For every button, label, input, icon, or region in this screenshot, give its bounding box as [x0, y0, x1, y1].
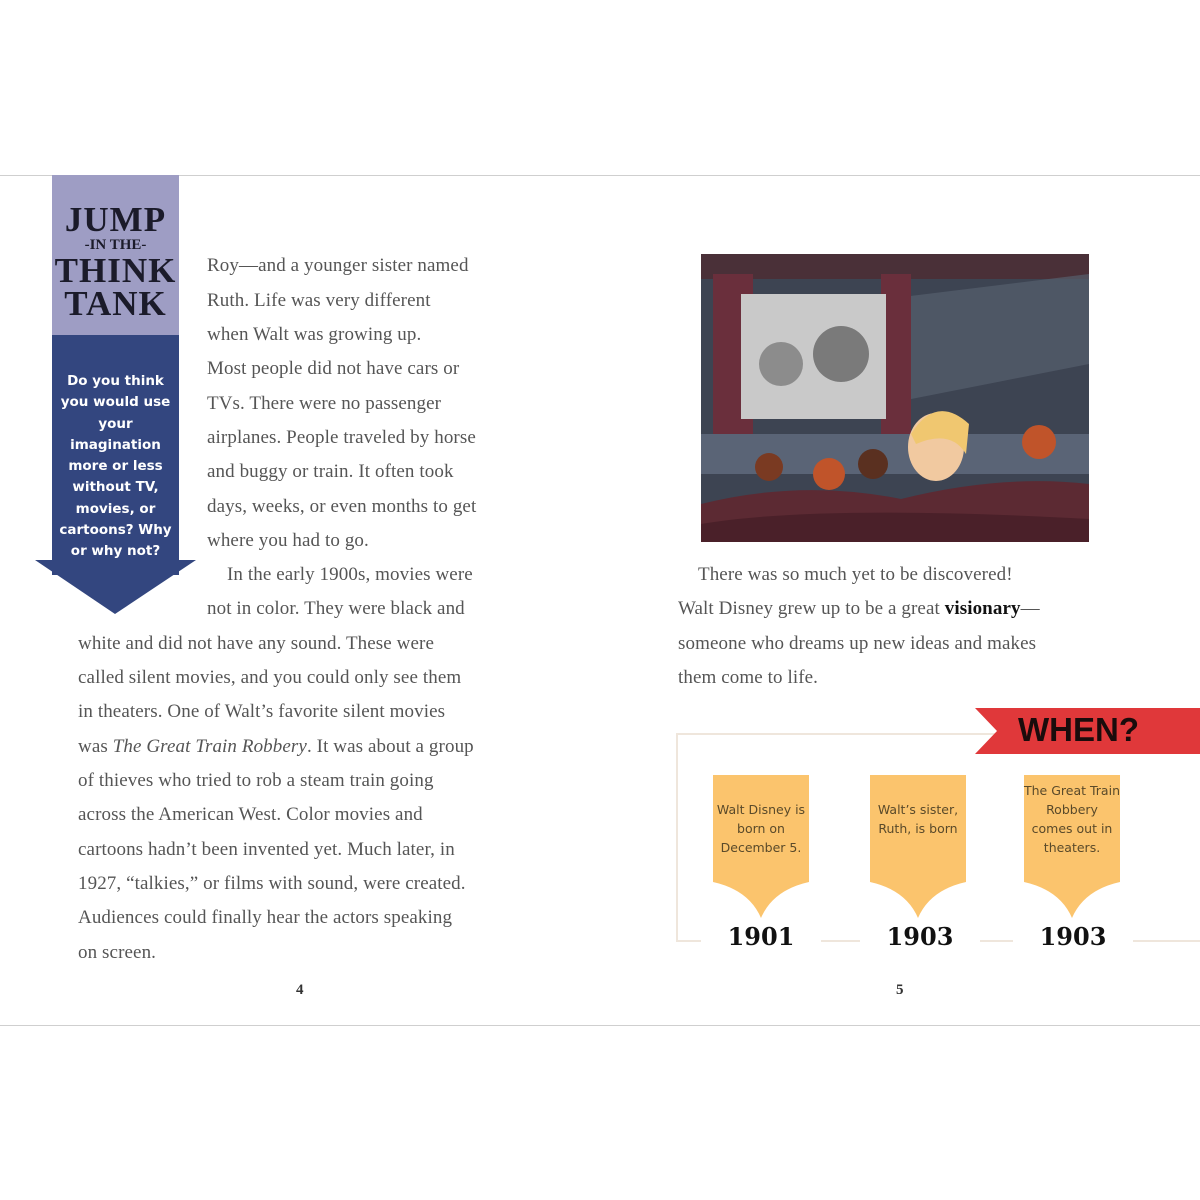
- timeline-event: [713, 775, 809, 920]
- text-line: 1927, “talkies,” or films with sound, were created.: [78, 873, 466, 894]
- text-line: Audiences could finally hear the actors speaking: [78, 907, 453, 928]
- text-line: on screen.: [78, 942, 157, 963]
- event-text: Walt Disney is born on December 5.: [716, 802, 806, 855]
- movie-title: The Great Train Robbery: [112, 736, 307, 757]
- text-line: called silent movies, and you could only see them: [78, 667, 462, 688]
- event-text: Walt’s sister, Ruth, is born: [877, 802, 959, 836]
- event-year: 1901: [701, 922, 821, 951]
- text-line: days, weeks, or even months to get: [207, 496, 477, 517]
- text-line: There was so much yet to be discovered!: [698, 564, 1013, 585]
- down-arrow-icon: [35, 560, 196, 615]
- movie-theater-illustration: [701, 254, 1089, 542]
- text-line: them come to life.: [678, 667, 819, 688]
- page-number: 5: [896, 982, 904, 998]
- vocabulary-word: visionary: [944, 598, 1021, 619]
- text-line: cartoons hadn’t been invented yet. Much later, in: [78, 839, 455, 860]
- heading-line: TANK: [64, 284, 167, 323]
- question-text: Do you think you would use your imagination more or less without TV, movies, or cartoons? Why or why not?: [59, 373, 172, 560]
- text-line: TVs. There were no passenger: [207, 393, 442, 414]
- think-tank-heading: [52, 175, 179, 335]
- text-line: not in color. They were black and: [207, 598, 465, 619]
- text-span: . It was about a group: [306, 736, 474, 757]
- timeline-event: [870, 775, 966, 920]
- text-line: [78, 736, 474, 758]
- think-tank-question: [52, 335, 179, 575]
- text-line: someone who dreams up new ideas and makes: [678, 633, 1037, 654]
- text-line: across the American West. Color movies and: [78, 804, 423, 825]
- heading-line: JUMP: [64, 200, 167, 239]
- heading-line: THINK: [54, 251, 177, 290]
- text-line: Most people did not have cars or: [207, 358, 460, 379]
- event-text: The Great Train Robbery comes out in theaters.: [1024, 783, 1120, 855]
- text-line: white and did not have any sound. These were: [78, 633, 434, 654]
- text-line: Roy—and a younger sister named: [207, 255, 469, 276]
- text-span: Walt Disney grew up to be a great: [678, 598, 945, 619]
- text-line: in theaters. One of Walt’s favorite silent movies: [78, 701, 446, 722]
- page-number: 4: [296, 982, 304, 998]
- timeline-event: [1024, 775, 1120, 920]
- text-line: [678, 598, 1040, 620]
- event-tag-shape: [870, 775, 966, 920]
- text-line: when Walt was growing up.: [207, 324, 422, 345]
- text-line: of thieves who tried to rob a steam train going: [78, 770, 434, 791]
- text-line: and buggy or train. It often took: [207, 461, 454, 482]
- text-line: In the early 1900s, movies were: [227, 564, 473, 585]
- heading-line: -IN THE-: [84, 237, 147, 253]
- text-line: Ruth. Life was very different: [207, 290, 431, 311]
- think-tank-sidebar: [52, 175, 179, 560]
- text-span: —: [1020, 598, 1040, 619]
- text-span: was: [78, 736, 113, 757]
- text-line: where you had to go.: [207, 530, 369, 551]
- text-line: airplanes. People traveled by horse: [207, 427, 476, 448]
- event-year: 1903: [1013, 922, 1133, 951]
- timeline-heading: WHEN?: [1018, 711, 1139, 748]
- event-year: 1903: [860, 922, 980, 951]
